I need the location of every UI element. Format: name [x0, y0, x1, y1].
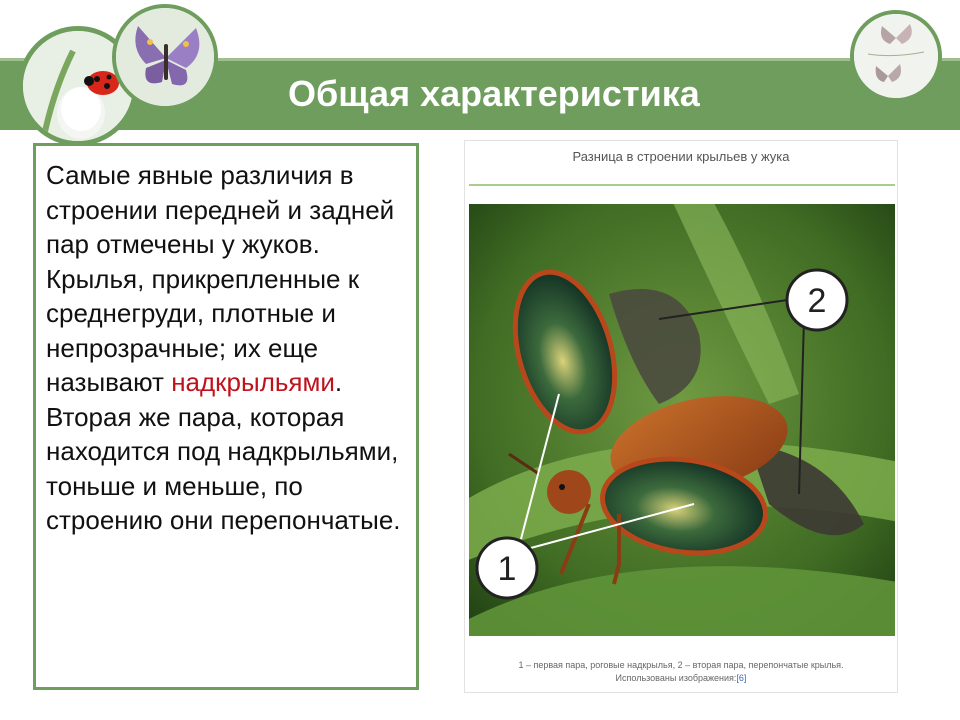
figure-caption-ref[interactable]: [6]: [736, 673, 747, 683]
butterflies-sketch-icon: [854, 14, 938, 98]
description-text: [46, 158, 406, 538]
description-part-1: Самые явные различия в строении передней и задней пар отмечены у жуков. Крылья, прикрепленные к среднегруди, плотные и непрозрачные; их еще называют: [46, 160, 395, 397]
wing-label-2: 2: [807, 282, 827, 320]
butterflies-sketch-image: [850, 10, 942, 102]
figure-caption-bottom: [465, 659, 897, 685]
beetle-wings-illustration: [469, 204, 895, 636]
beetle-photo: [469, 204, 895, 636]
description-part-2: . Вторая же пара, которая находится под надкрыльями, тоньше и меньше, по строению они перепончатые.: [46, 367, 401, 535]
slide-title: Общая характеристика: [288, 73, 700, 114]
figure-caption-line-1: 1 – первая пара, роговые надкрылья, 2 – вторая пара, перепончатые крылья.: [518, 660, 844, 670]
wing-label-1: 1: [497, 550, 517, 588]
figure-caption-top: Разница в строении крыльев у жука: [572, 149, 790, 164]
figure-caption-source: Использованы изображения:: [615, 673, 737, 683]
beetle-figure: [464, 140, 898, 693]
butterfly-image: [112, 4, 218, 110]
figure-divider: [469, 184, 895, 186]
butterfly-icon: [116, 8, 214, 106]
description-textbox: [33, 143, 419, 690]
term-highlight: надкрыльями: [171, 367, 335, 397]
figure-caption-line-2: [465, 672, 897, 685]
